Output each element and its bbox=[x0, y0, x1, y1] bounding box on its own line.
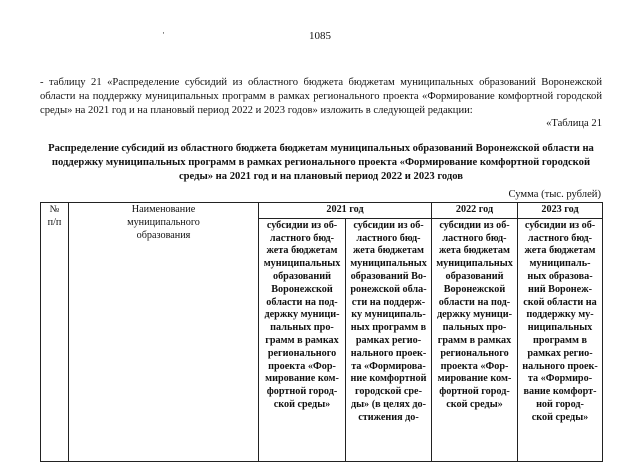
subsidy-table bbox=[40, 202, 603, 462]
units-label: Сумма (тыс. рублей) bbox=[508, 189, 601, 200]
col-header-number: № п/п bbox=[41, 203, 69, 462]
intro-paragraph: - таблицу 21 «Распределение субсидий из областного бюджета бюджетам муниципальных образований Воронежской области на поддержку муниципальных программ в рамках регионального проекта «Формирование комфортной городской среды» на 2021 год и на плановый период 2022 и 2023 годов» изложить в следующей редакции: bbox=[40, 77, 602, 116]
year-header-2021: 2021 год bbox=[259, 203, 432, 219]
subheader-2021-b: субсидии из об- ластного бюд- жета бюджетам муниципальных образований Во- ронежской обла- сти на поддерж- ку муниципаль- ных программ в рамках регио- нального проек- та «Формирова- ние комфортной городской сре- ды» (в целях до- стижения до- bbox=[346, 218, 432, 461]
year-header-2022: 2022 год bbox=[432, 203, 518, 219]
page-mark: · bbox=[162, 28, 165, 38]
subheader-2022: субсидии из об- ластного бюд- жета бюджетам муниципальных образований Воронежской области на под- держку муници- пальных про- грамм в рамках регионального проекта «Фор- мирование ком- фортной город- ской среды» bbox=[432, 218, 518, 461]
year-header-2023: 2023 год bbox=[518, 203, 603, 219]
col-header-name: Наименование муниципального образования bbox=[69, 203, 259, 462]
table-heading: Распределение субсидий из областного бюджета бюджетам муниципальных образований Воронежской области на поддержку муниципальных программ в рамках регионального проекта «Формирование комфортной городской среды» на 2021 год и на плановый период 2022 и 2023 годов bbox=[48, 143, 594, 182]
page-number: 1085 bbox=[309, 30, 331, 42]
table-reference: «Таблица 21 bbox=[546, 118, 602, 129]
subheader-2023: субсидии из об- ластного бюд- жета бюджетам муниципаль- ных образова- ний Воронеж- ской области на поддержку му- ниципальных программ в рамках регио- нального проек- та «Формиро- вание комфорт- ной город- ской среды» bbox=[518, 218, 603, 461]
subheader-2021-a: субсидии из об- ластного бюд- жета бюджетам муниципальных образований Воронежской области на под- держку муници- пальных про- грамм в рамках регионального проекта «Фор- мирование ком- фортной город- ской среды» bbox=[259, 218, 346, 461]
